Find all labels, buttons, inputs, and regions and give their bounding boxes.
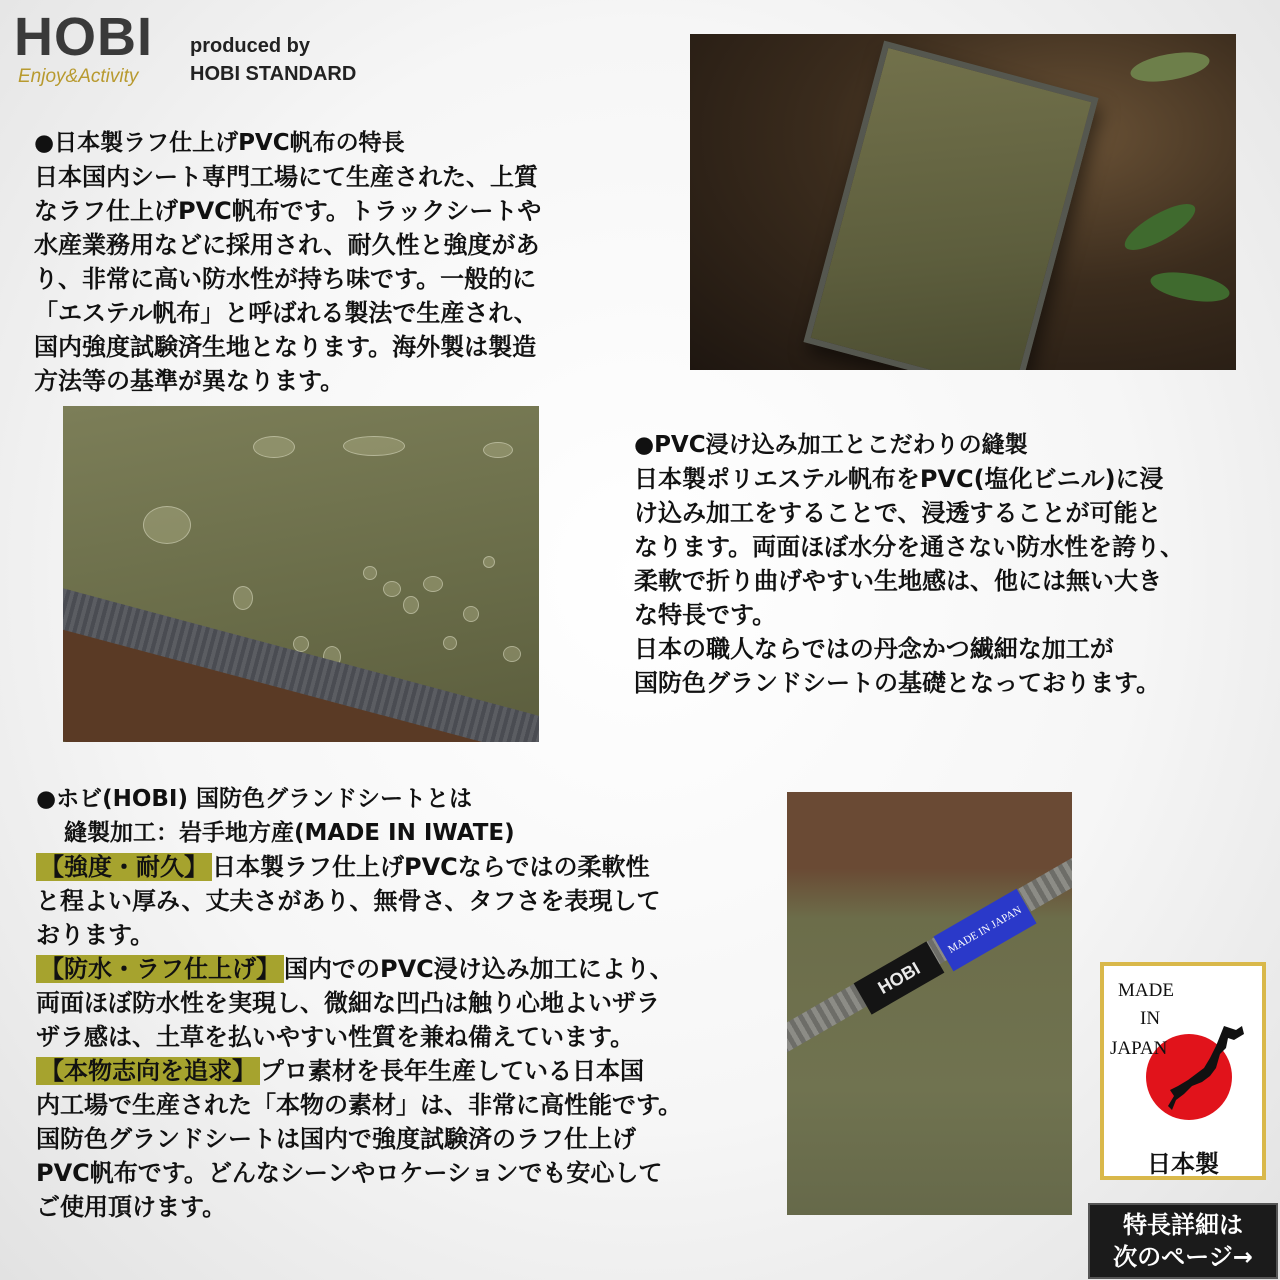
section-heading: ●日本製ラフ仕上げPVC帆布の特長	[34, 130, 405, 156]
badge-japan: JAPAN	[1110, 1038, 1168, 1059]
body-line: 日本国内シート専門工場にて生産された、上質	[34, 163, 538, 191]
feature-text: プロ素材を長年生産している日本国	[260, 1057, 644, 1085]
feature-label-waterproof: 【防水・ラフ仕上げ】	[36, 955, 284, 983]
section-heading: ●PVC浸け込み加工とこだわりの縫製	[634, 432, 1028, 458]
body-line: 水産業務用などに採用され、耐久性と強度があ	[34, 231, 540, 259]
feature-text: 国内でのPVC浸け込み加工により、	[284, 955, 674, 983]
body-line: おります。	[36, 921, 155, 949]
feature-line	[36, 850, 776, 884]
made-in-japan-tag: MADE IN JAPAN	[933, 889, 1036, 972]
body-line: 両面ほぼ防水性を実現し、微細な凹凸は触り心地よいザラ	[36, 989, 660, 1017]
brand-logo: HOBI	[14, 7, 153, 67]
body-line: り、非常に高い防水性が持ち味です。一般的に	[34, 265, 537, 293]
next-button-line1: 特長詳細は	[1123, 1211, 1243, 1239]
photo-label-closeup	[787, 792, 1072, 1215]
feature-line	[36, 952, 776, 986]
section-subheading: 縫製加工：岩手地方産(MADE IN IWATE)	[64, 820, 515, 846]
section-heading: ●ホビ(HOBI) 国防色グランドシートとは	[36, 786, 472, 812]
producer-credit	[190, 32, 356, 88]
body-line: 国内強度試験済生地となります。海外製は製造	[34, 333, 537, 361]
body-line: 日本の職人ならではの丹念かつ繊細な加工が	[634, 635, 1114, 663]
next-page-button[interactable]	[1088, 1203, 1278, 1279]
section-rough-finish	[34, 126, 624, 398]
body-line: ご使用頂けます。	[36, 1193, 227, 1221]
body-line: 柔軟で折り曲げやすい生地感は、他には無い大き	[634, 567, 1162, 595]
body-line: PVC帆布です。どんなシーンやロケーションでも安心して	[36, 1159, 663, 1187]
body-line: 日本製ポリエステル帆布をPVC(塩化ビニル)に浸	[634, 465, 1164, 493]
leaf-shape	[1128, 47, 1211, 86]
body-line: 方法等の基準が異なります。	[34, 367, 345, 395]
feature-line	[36, 1054, 776, 1088]
body-line: 「エステル帆布」と呼ばれる製法で生産され、	[34, 299, 538, 327]
body-line: け込み加工をすることで、浸透することが可能と	[634, 499, 1162, 527]
body-line: ザラ感は、土草を払いやすい性質を兼ね備えています。	[36, 1023, 635, 1051]
section-pvc-dipping	[634, 428, 1264, 700]
leaf-shape	[1119, 196, 1201, 259]
badge-nihonsei: 日本製	[1147, 1150, 1219, 1178]
body-line: な特長です。	[634, 601, 777, 629]
japan-map-icon	[1166, 1024, 1246, 1114]
brand-tagline: Enjoy&Activity	[18, 66, 139, 87]
section-product-overview	[36, 782, 776, 1224]
producer-name: HOBI STANDARD	[190, 63, 357, 85]
badge-made: MADE	[1118, 980, 1174, 1001]
feature-label-strength: 【強度・耐久】	[36, 853, 212, 881]
photo-folded-sheet	[690, 34, 1236, 370]
body-line: なります。両面ほぼ水分を通さない防水性を誇り、	[634, 533, 1185, 561]
body-line: 国防色グランドシートの基礎となっております。	[634, 669, 1161, 697]
body-line: なラフ仕上げPVC帆布です。トラックシートや	[34, 197, 542, 225]
folded-groundsheet	[803, 41, 1098, 370]
badge-in: IN	[1140, 1008, 1161, 1029]
feature-text: 日本製ラフ仕上げPVCならではの柔軟性	[212, 853, 650, 881]
body-line: 国防色グランドシートは国内で強度試験済のラフ仕上げ	[36, 1125, 636, 1153]
made-in-japan-badge	[1100, 962, 1266, 1180]
next-button-line2: 次のページ→	[1113, 1243, 1253, 1271]
feature-label-authentic: 【本物志向を追求】	[36, 1057, 260, 1085]
body-line: と程よい厚み、丈夫さがあり、無骨さ、タフさを表現して	[36, 887, 661, 915]
produced-by-label: produced by	[190, 35, 311, 57]
leaf-shape	[1148, 267, 1231, 306]
photo-water-droplets	[63, 406, 539, 742]
brand-tag: HOBI	[854, 941, 945, 1014]
body-line: 内工場で生産された「本物の素材」は、非常に高性能です。	[36, 1091, 683, 1119]
stitched-edge	[787, 834, 1072, 1057]
